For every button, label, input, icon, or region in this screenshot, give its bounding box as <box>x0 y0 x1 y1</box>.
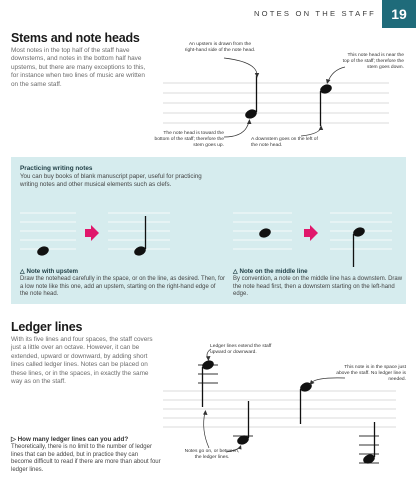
ledger-note-bottom <box>359 422 379 465</box>
callout-extend: Ledger lines extend the staff upward or downward. <box>210 344 272 355</box>
practice-title: Practicing writing notes <box>20 165 93 172</box>
staff-ledger <box>163 391 396 427</box>
ledger-body: With its five lines and four spaces, the staff covers just a little over an octave. However, it can be extended, upward or downward, by adding short lines called ledger lines. Notes can be placed on these lines, or in the spaces, in exactly the same way as on the staff. <box>11 336 153 386</box>
stems-body: Most notes in the top half of the staff have downstems, and notes in the bottom half have upstems, but there are many exceptions to this, for instance when two lines of music are written on the same staff. <box>11 47 146 88</box>
callout-notes-on: Notes go on, or between, the ledger lines. <box>184 449 240 460</box>
ledger-heading: Ledger lines <box>11 320 83 334</box>
upstem-title: △ Note with upstem <box>20 268 79 275</box>
running-header: NOTES ON THE STAFF <box>254 9 377 18</box>
upstem-body: Draw the notehead carefully in the space, or on the line, as desired. Then, for a low note like this one, add an upstem, starting on the right-hand edge of the note head. <box>20 276 226 298</box>
ledger-note-low <box>233 401 253 446</box>
staff-top <box>163 83 389 123</box>
callout-space-above: This note is in the space just above the staff. No ledger line is needed. <box>336 365 406 382</box>
ledger-note-space-above <box>299 381 313 424</box>
callout-low-note: The note head is toward the bottom of the staff; therefore the stem goes up. <box>154 131 224 148</box>
question-body: Theoretically, there is no limit to the number of ledger lines that can be added, but in practice they can become difficult to read if there are more than about four ledger lines. <box>11 444 161 474</box>
callout-downstem: A downstem goes on the left of the note head. <box>251 137 318 148</box>
callout-arrows-top <box>224 58 345 137</box>
practice-arrow-2 <box>304 225 318 241</box>
page-number: 19 <box>382 0 416 28</box>
callout-arrows-ledger <box>203 349 345 452</box>
practice-staff-1 <box>20 213 76 249</box>
callout-upstem: An upstem is drawn from the right-hand side of the note head. <box>184 42 256 53</box>
practice-staff-2 <box>108 213 170 249</box>
middle-title: △ Note on the middle line <box>233 268 308 275</box>
callout-high-note: This note head is near the top of the staff; therefore the stem goes down. <box>342 53 404 70</box>
practice-arrow-1 <box>85 225 99 241</box>
stems-heading: Stems and note heads <box>11 31 140 45</box>
note-downstem-high <box>319 83 333 126</box>
practice-body: You can buy books of blank manuscript paper, useful for practicing writing notes and other musical elements such as clefs. <box>20 173 202 188</box>
practice-note-middle-downstem <box>352 226 366 267</box>
question-title: ▷ How many ledger lines can you add? <box>11 436 129 443</box>
practice-notehead-2 <box>258 227 272 239</box>
middle-body: By convention, a note on the middle line has a downstem. Draw the note head first, then a downstem starting on the left-hand edge. <box>233 276 403 298</box>
practice-notehead-1 <box>36 245 50 257</box>
